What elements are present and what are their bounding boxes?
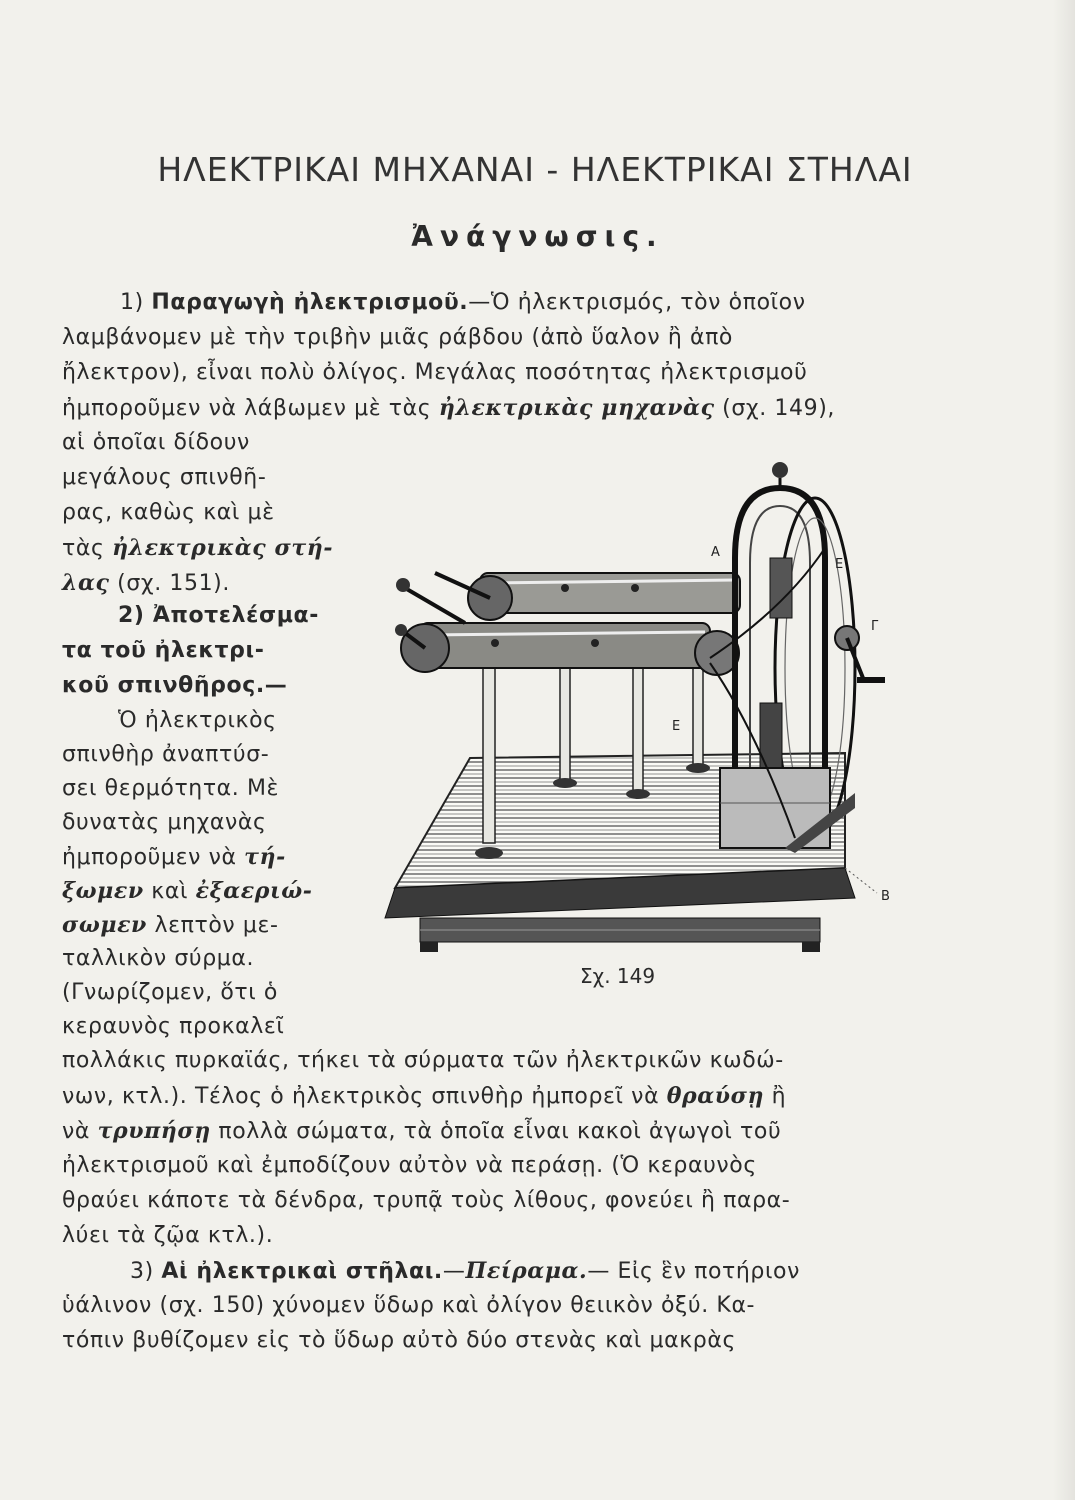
label-B: B bbox=[881, 889, 890, 904]
figure-caption: Σχ. 149 bbox=[580, 964, 656, 988]
p1-line-6: μεγάλους σπινθῆ- bbox=[62, 465, 267, 490]
p1-line-9: λας (σχ. 151). bbox=[62, 570, 230, 596]
p3-heading: Αἱ ἠλεκτρικαὶ στῆλαι. bbox=[161, 1259, 443, 1284]
p1-line-2: λαμβάνομεν μὲ τὴν τριβὴν μιᾶς ράβδου (ἀπὸ ὕαλον ἢ ἀπὸ bbox=[62, 325, 733, 350]
p3-line-1: 3) Αἱ ἠλεκτρικαὶ στῆλαι.—Πείραμα.— Εἰς ἓν ποτήριον bbox=[130, 1258, 800, 1284]
p2-line-9: ξωμεν καὶ ἐξαεριώ- bbox=[62, 878, 313, 904]
p2-line-11: ταλλικὸν σύρμα. bbox=[62, 946, 255, 971]
p2-line-15: νων, κτλ.). Τέλος ὁ ἠλεκτρικὸς σπινθὴρ ἠμπορεῖ νὰ θραύσῃ ἢ bbox=[62, 1083, 787, 1109]
p2-line-16: νὰ τρυπήσῃ πολλὰ σώματα, τὰ ὁποῖα εἶναι κακοὶ ἀγωγοὶ τοῦ bbox=[62, 1118, 782, 1144]
p2-line-19: λύει τὰ ζῷα κτλ.). bbox=[62, 1223, 274, 1248]
label-E-top: E bbox=[835, 557, 844, 572]
p1-line-4: ἠμποροῦμεν νὰ λάβωμεν μὲ τὰς ἠλεκτρικὰς μηχανὰς (σχ. 149), bbox=[62, 395, 835, 421]
p2-line-4: Ὁ ἠλεκτρικὸς bbox=[118, 708, 277, 733]
p1-heading: Παραγωγὴ ἠλεκτρισμοῦ. bbox=[151, 290, 469, 315]
p3-line-2: ὑάλινον (σχ. 150) χύνομεν ὕδωρ καὶ ὀλίγον θειικὸν ὀξύ. Κα- bbox=[62, 1293, 756, 1318]
page-title: ΗΛΕΚΤΡΙΚΑΙ ΜΗΧΑΝΑΙ - ΗΛΕΚΤΡΙΚΑΙ ΣΤΗΛΑΙ bbox=[157, 150, 913, 189]
p2-line-18: θραύει κάποτε τὰ δένδρα, τρυπᾷ τοὺς λίθους, φονεύει ἢ παρα- bbox=[62, 1188, 791, 1213]
section-subtitle: Ἀνάγνωσις. bbox=[411, 220, 664, 253]
p2-line-7: δυνατὰς μηχανὰς bbox=[62, 810, 267, 835]
p2-line-13: κεραυνὸς προκαλεῖ bbox=[62, 1014, 285, 1039]
p1-line-3: ἤλεκτρον), εἶναι πολὺ ὀλίγος. Μεγάλας ποσότητας ἠλεκτρισμοῦ bbox=[62, 360, 808, 385]
electric-machine-illustration bbox=[375, 448, 905, 958]
p2-line-14: πολλάκις πυρκαϊάς, τήκει τὰ σύρματα τῶν ἠλεκτρικῶν κωδώ- bbox=[62, 1048, 784, 1073]
p1-line-1: 1) Παραγωγὴ ἠλεκτρισμοῦ.—Ὁ ἠλεκτρισμός, τὸν ὁποῖον bbox=[120, 290, 806, 315]
p2-line-6: σει θερμότητα. Μὲ bbox=[62, 776, 280, 801]
label-E-mid: E bbox=[672, 719, 681, 734]
label-A: A bbox=[711, 545, 720, 560]
p2-line-17: ἠλεκτρισμοῦ καὶ ἐμποδίζουν αὐτὸν νὰ περάσῃ. (Ὁ κεραυνὸς bbox=[62, 1153, 757, 1178]
p2-line-10: σωμεν λεπτὸν με- bbox=[62, 912, 279, 938]
p2-heading-line-2: τα τοῦ ἠλεκτρι- bbox=[62, 638, 265, 663]
p1-line-7: ρας, καθὼς καὶ μὲ bbox=[62, 500, 275, 525]
p2-heading-line-1: 2) Ἀποτελέσμα- bbox=[118, 603, 319, 628]
p2-line-8: ἠμποροῦμεν νὰ τή- bbox=[62, 844, 286, 870]
p2-heading-line-3: κοῦ σπινθῆρος.— bbox=[62, 673, 288, 698]
p1-line-5: αἱ ὁποῖαι δίδουν bbox=[62, 430, 250, 455]
p3-line-3: τόπιν βυθίζομεν εἰς τὸ ὕδωρ αὐτὸ δύο στενὰς καὶ μακρὰς bbox=[62, 1328, 736, 1353]
p2-line-12: (Γνωρίζομεν, ὅτι ὁ bbox=[62, 980, 278, 1005]
p1-line-8: τὰς ἠλεκτρικὰς στή- bbox=[62, 535, 334, 561]
p2-line-5: σπινθὴρ ἀναπτύσ- bbox=[62, 742, 270, 767]
label-G: Γ bbox=[871, 619, 879, 634]
